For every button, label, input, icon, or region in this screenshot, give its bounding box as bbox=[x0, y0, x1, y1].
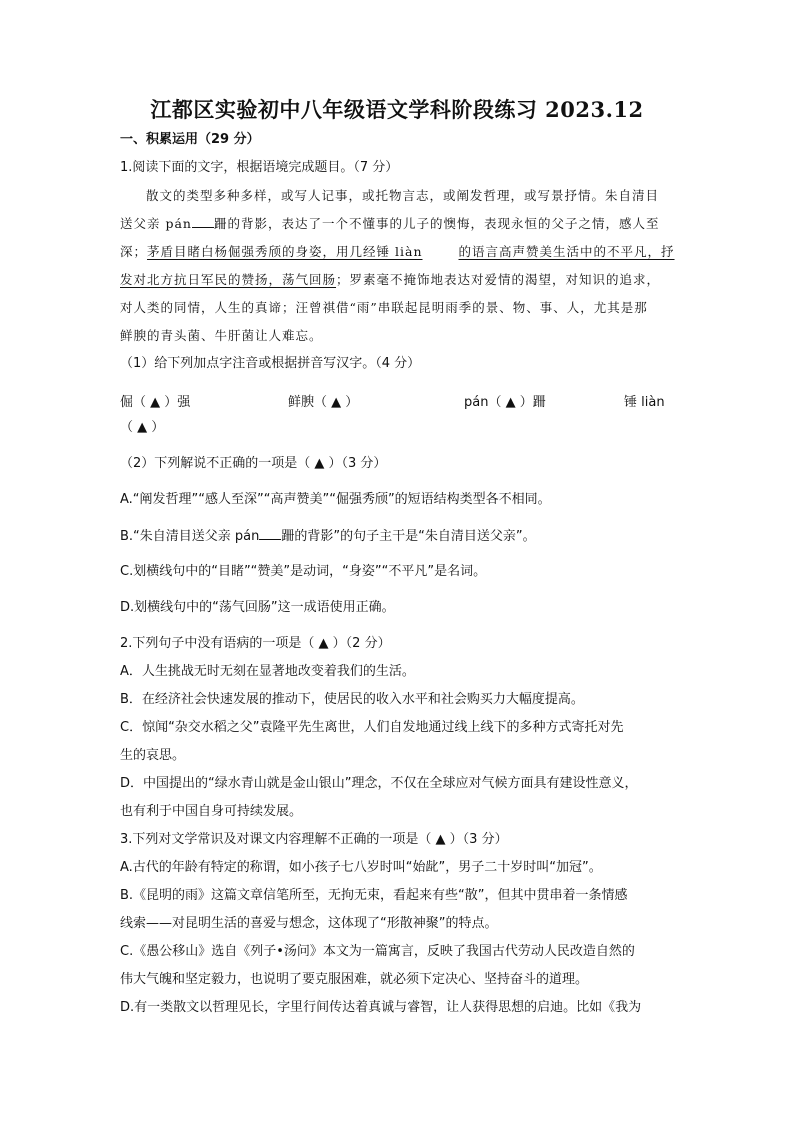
option-d[interactable]: D.有一类散文以哲理见长，字里行间传达着真诚与睿智，让人获得思想的启迪。比如《我为 bbox=[120, 1000, 642, 1015]
option-c-continued: 生的哀思。 bbox=[120, 748, 186, 763]
passage-line-2 bbox=[120, 215, 680, 233]
passage-line-4 bbox=[120, 271, 680, 289]
option-d[interactable]: D．中国提出的“绿水青山就是金山银山”理念，不仅在全球应对气候方面具有建设性意义， bbox=[120, 776, 638, 791]
underlined-sentence bbox=[147, 244, 675, 259]
passage-line-5: 对人类的同情，人生的真谛；汪曾祺借“雨”串联起昆明雨季的景、物、事、人，尤其是那 bbox=[120, 300, 648, 315]
fill-blank bbox=[259, 527, 281, 540]
option-b[interactable]: B.《昆明的雨》这篇文章信笔所至，无拘无束，看起来有些“散”，但其中贯串着一条情感 bbox=[120, 888, 628, 903]
passage-line-1: 散文的类型多种多样，或写人记事，或托物言志，或阐发哲理，或写景抒情。朱自清目 bbox=[146, 188, 660, 203]
page-title: 江都区实验初中八年级语文学科阶段练习 2023.12 bbox=[150, 97, 644, 122]
option-text: B.“朱自清目送父亲 pán bbox=[120, 529, 260, 544]
pinyin-items-row bbox=[120, 391, 680, 409]
option-d[interactable]: D.划横线句中的“荡气回肠”这一成语使用正确。 bbox=[120, 600, 395, 615]
subquestion-1-stem: （1）给下列加点字注音或根据拼音写汉字。（4 分） bbox=[120, 356, 421, 371]
passage-text: 跚的背影，表达了一个不懂事的儿子的懊悔，表现永恒的父子之情，感人至 bbox=[213, 216, 660, 231]
option-c[interactable]: C.划横线句中的“目睹”“赞美”是动词，“身姿”“不平凡”是名词。 bbox=[120, 564, 487, 579]
option-a[interactable]: A.“阐发哲理”“感人至深”“高声赞美”“倔强秀颀”的短语结构类型各不相同。 bbox=[120, 492, 551, 507]
option-d-continued: 也有利于中国自身可持续发展。 bbox=[120, 804, 303, 819]
pinyin-item[interactable]: pán（ ▲ ）跚 bbox=[464, 395, 546, 410]
option-a[interactable]: A．人生挑战无时无刻在显著地改变着我们的生活。 bbox=[120, 664, 415, 679]
option-text: 跚的背影”的句子主干是“朱自清目送父亲”。 bbox=[281, 529, 536, 544]
underlined-text: 的语言高声赞美生活中的不平凡，抒 bbox=[458, 244, 675, 259]
question-2-stem: 2.下列句子中没有语病的一项是（ ▲ ）（2 分） bbox=[120, 636, 391, 651]
question-3-stem: 3.下列对文学常识及对课文内容理解不正确的一项是（ ▲ ）（3 分） bbox=[120, 832, 508, 847]
pinyin-item[interactable]: 鲜腴（ ▲ ） bbox=[288, 395, 359, 410]
passage-text: ；罗素毫不掩饰地表达对爱情的渴望，对知识的追求， bbox=[336, 272, 661, 287]
passage-text: 深； bbox=[120, 244, 148, 259]
option-a[interactable]: A.古代的年龄有特定的称谓，如小孩子七八岁时叫“始龀”，男子二十岁时叫“加冠”。 bbox=[120, 860, 602, 875]
option-c-continued: 伟大气魄和坚定毅力，也说明了要克服困难，就必须下定决心、坚持奋斗的道理。 bbox=[120, 972, 589, 987]
underlined-text: 发对北方抗日军民的赞扬，荡气回肠 bbox=[120, 272, 337, 287]
option-c[interactable]: C.《愚公移山》选自《列子•汤问》本文为一篇寓言，反映了我国古代劳动人民改造自然的 bbox=[120, 944, 635, 959]
passage-line-6: 鲜腴的青头菌、牛肝菌让人难忘。 bbox=[120, 328, 323, 343]
pinyin-item-wrap[interactable]: （ ▲ ） bbox=[120, 420, 165, 435]
option-b[interactable] bbox=[120, 527, 680, 546]
underlined-text: 茅盾目睹白杨倔强秀颀的身姿，用几经锤 liàn bbox=[147, 244, 423, 259]
pinyin-item[interactable]: 锤 liàn bbox=[624, 395, 665, 410]
pinyin-item[interactable]: 倔（ ▲ ）强 bbox=[120, 395, 191, 410]
passage-text: 送父亲 pán bbox=[120, 216, 192, 231]
section-heading: 一、积累运用（29 分） bbox=[120, 132, 260, 147]
option-b[interactable]: B．在经济社会快速发展的推动下，使居民的收入水平和社会购买力大幅度提高。 bbox=[120, 692, 584, 707]
fill-blank[interactable] bbox=[192, 215, 214, 228]
option-c[interactable]: C．惊闻“杂交水稻之父”袁隆平先生离世，人们自发地通过线上线下的多种方式寄托对先 bbox=[120, 720, 624, 735]
option-b-continued: 线索——对昆明生活的喜爱与想念，这体现了“形散神聚”的特点。 bbox=[120, 916, 498, 931]
question-1-stem: 1.阅读下面的文字，根据语境完成题目。（7 分） bbox=[120, 160, 399, 175]
subquestion-2-stem: （2）下列解说不正确的一项是（ ▲ ）（3 分） bbox=[120, 456, 387, 471]
passage-line-3 bbox=[120, 243, 680, 261]
